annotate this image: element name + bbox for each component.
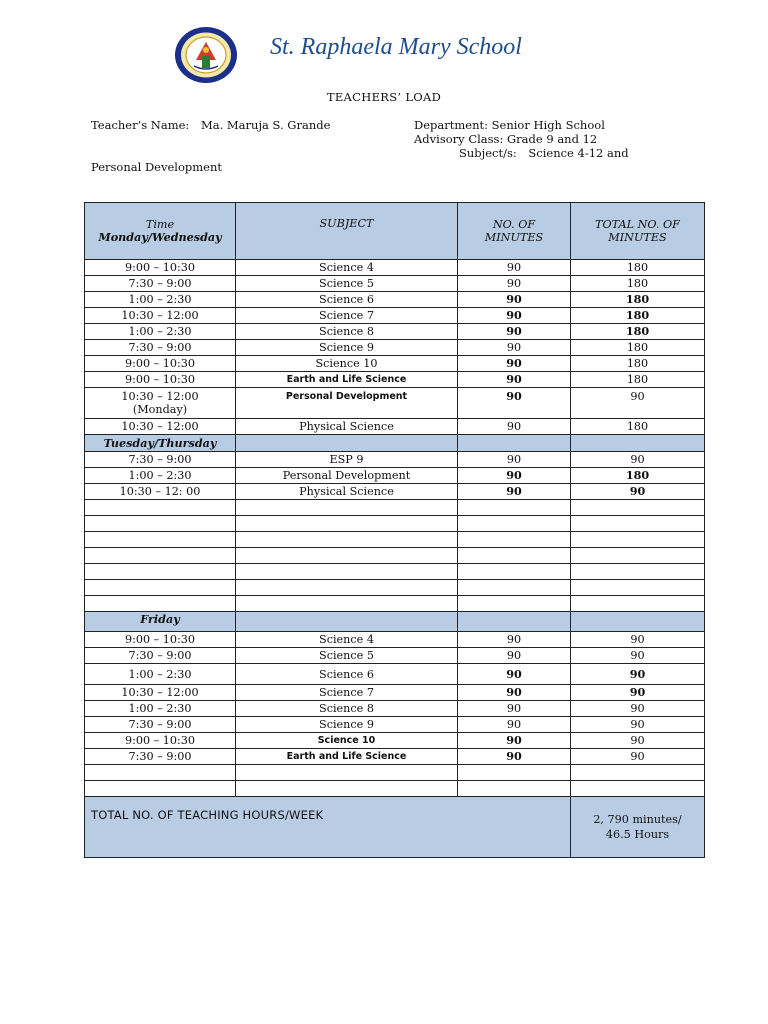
time-cell: 10:30 – 12:00 xyxy=(85,419,236,435)
time-cell xyxy=(85,388,236,419)
total-row xyxy=(85,797,705,858)
table-row xyxy=(85,419,705,435)
time-cell: 9:00 – 10:30 xyxy=(85,632,236,648)
time-cell: 1:00 – 2:30 xyxy=(85,324,236,340)
time-cell: 1:00 – 2:30 xyxy=(85,292,236,308)
subject-cell: Science 4 xyxy=(236,632,458,648)
total-cell: 180 xyxy=(571,419,705,435)
total-cell: 90 xyxy=(571,749,705,765)
total-cell: 180 xyxy=(571,260,705,276)
blank-row xyxy=(85,596,705,612)
minutes-cell: 90 xyxy=(458,388,571,419)
total-cell: 180 xyxy=(571,324,705,340)
time-cell: 7:30 – 9:00 xyxy=(85,340,236,356)
total-label: TOTAL NO. OF TEACHING HOURS/WEEK xyxy=(85,797,571,858)
time-cell: 7:30 – 9:00 xyxy=(85,717,236,733)
time-cell: 1:00 – 2:30 xyxy=(85,664,236,685)
col-minutes-label-2: MINUTES xyxy=(484,231,544,244)
blank-row xyxy=(85,580,705,596)
total-cell: 180 xyxy=(571,468,705,484)
table-row xyxy=(85,685,705,701)
col-subject-header xyxy=(236,203,458,260)
school-seal-logo xyxy=(174,26,238,84)
minutes-cell: 90 xyxy=(458,372,571,388)
table-row xyxy=(85,308,705,324)
minutes-cell: 90 xyxy=(458,452,571,468)
subject-cell: Science 9 xyxy=(236,340,458,356)
minutes-cell: 90 xyxy=(458,648,571,664)
section-row-tuesday-thursday xyxy=(85,435,705,452)
time-cell: 1:00 – 2:30 xyxy=(85,701,236,717)
col-subject-label: SUBJECT xyxy=(319,217,374,230)
total-cell: 180 xyxy=(571,292,705,308)
subject-cell: Physical Science xyxy=(236,484,458,500)
department-value: Senior High School xyxy=(491,118,605,132)
total-value xyxy=(571,797,705,858)
minutes-cell: 90 xyxy=(458,733,571,749)
subject-cell: ESP 9 xyxy=(236,452,458,468)
subject-cell: Science 5 xyxy=(236,648,458,664)
subject-cell: Science 8 xyxy=(236,324,458,340)
advisory-line xyxy=(414,132,597,146)
section-label: Tuesday/Thursday xyxy=(85,435,236,452)
time-cell: 9:00 – 10:30 xyxy=(85,733,236,749)
time-value: 10:30 – 12:00 xyxy=(121,390,199,403)
minutes-cell: 90 xyxy=(458,356,571,372)
time-note: (Monday) xyxy=(132,403,188,416)
subject-cell: Science 5 xyxy=(236,276,458,292)
table-row xyxy=(85,632,705,648)
total-cell: 90 xyxy=(571,664,705,685)
document-title: TEACHERS’ LOAD xyxy=(326,90,442,104)
table-row xyxy=(85,388,705,419)
subject-cell: Science 10 xyxy=(236,356,458,372)
total-cell: 90 xyxy=(571,648,705,664)
time-cell: 9:00 – 10:30 xyxy=(85,260,236,276)
col-time-sub-label: Monday/Wednesday xyxy=(98,230,222,244)
table-header-row xyxy=(85,203,705,260)
table-row xyxy=(85,356,705,372)
minutes-cell: 90 xyxy=(458,717,571,733)
table-row xyxy=(85,733,705,749)
minutes-cell: 90 xyxy=(458,276,571,292)
subject-cell: Earth and Life Science xyxy=(236,749,458,765)
total-hours: 46.5 Hours xyxy=(605,828,670,841)
subject-cell: Personal Development xyxy=(236,468,458,484)
minutes-cell: 90 xyxy=(458,484,571,500)
minutes-cell: 90 xyxy=(458,260,571,276)
total-cell: 180 xyxy=(571,276,705,292)
total-cell: 90 xyxy=(571,452,705,468)
subject-cell: Science 6 xyxy=(236,664,458,685)
table-row xyxy=(85,468,705,484)
table-row xyxy=(85,664,705,685)
minutes-cell: 90 xyxy=(458,419,571,435)
total-cell: 90 xyxy=(571,733,705,749)
total-cell: 180 xyxy=(571,372,705,388)
blank-row xyxy=(85,500,705,516)
time-cell: 9:00 – 10:30 xyxy=(85,372,236,388)
department-label: Department: xyxy=(414,118,488,132)
advisory-value: Grade 9 and 12 xyxy=(506,132,598,146)
blank-row xyxy=(85,781,705,797)
teacher-name-value: Ma. Maruja S. Grande xyxy=(200,118,331,132)
minutes-cell: 90 xyxy=(458,685,571,701)
col-minutes-header xyxy=(458,203,571,260)
time-cell: 10:30 – 12:00 xyxy=(85,685,236,701)
subject-cell: Science 4 xyxy=(236,260,458,276)
table-row xyxy=(85,260,705,276)
time-cell: 7:30 – 9:00 xyxy=(85,276,236,292)
teacher-name-label: Teacher’s Name: xyxy=(91,118,190,132)
total-cell: 90 xyxy=(571,484,705,500)
blank-row xyxy=(85,564,705,580)
table-row xyxy=(85,276,705,292)
department-line xyxy=(414,118,605,132)
subjects-line xyxy=(459,146,629,160)
time-cell: 7:30 – 9:00 xyxy=(85,452,236,468)
col-total-header xyxy=(571,203,705,260)
subjects-label: Subject/s: xyxy=(459,146,517,160)
total-cell: 90 xyxy=(571,632,705,648)
table-row xyxy=(85,452,705,468)
table-row xyxy=(85,340,705,356)
table-row xyxy=(85,717,705,733)
subject-cell: Physical Science xyxy=(236,419,458,435)
total-cell: 90 xyxy=(571,701,705,717)
table-row xyxy=(85,749,705,765)
time-cell: 7:30 – 9:00 xyxy=(85,648,236,664)
minutes-cell: 90 xyxy=(458,632,571,648)
total-cell: 180 xyxy=(571,308,705,324)
teachers-load-table xyxy=(84,202,705,858)
subject-cell: Science 6 xyxy=(236,292,458,308)
blank-row xyxy=(85,548,705,564)
col-time-label: Time xyxy=(145,218,175,231)
table-row xyxy=(85,701,705,717)
col-minutes-label-1: NO. OF xyxy=(492,218,536,231)
subject-cell: Science 8 xyxy=(236,701,458,717)
total-minutes: 2, 790 minutes/ xyxy=(593,813,682,826)
blank-row xyxy=(85,765,705,781)
time-cell: 9:00 – 10:30 xyxy=(85,356,236,372)
table-row xyxy=(85,292,705,308)
table-row xyxy=(85,484,705,500)
school-name: St. Raphaela Mary School xyxy=(270,34,522,60)
teacher-name-line xyxy=(91,118,330,132)
total-cell: 90 xyxy=(571,685,705,701)
minutes-cell: 90 xyxy=(458,324,571,340)
minutes-cell: 90 xyxy=(458,664,571,685)
blank-row xyxy=(85,516,705,532)
subject-cell: Science 10 xyxy=(236,733,458,749)
col-total-label-1: TOTAL NO. OF xyxy=(595,218,680,231)
time-cell: 10:30 – 12:00 xyxy=(85,308,236,324)
time-cell: 1:00 – 2:30 xyxy=(85,468,236,484)
minutes-cell: 90 xyxy=(458,701,571,717)
table-row xyxy=(85,648,705,664)
subject-cell: Earth and Life Science xyxy=(236,372,458,388)
time-cell: 7:30 – 9:00 xyxy=(85,749,236,765)
advisory-label: Advisory Class: xyxy=(414,132,504,146)
total-cell: 180 xyxy=(571,356,705,372)
total-cell: 90 xyxy=(571,717,705,733)
section-row-friday xyxy=(85,612,705,632)
minutes-cell: 90 xyxy=(458,749,571,765)
minutes-cell: 90 xyxy=(458,468,571,484)
subjects-continued: Personal Development xyxy=(91,160,222,174)
subject-cell: Personal Development xyxy=(236,388,458,419)
col-total-label-2: MINUTES xyxy=(608,231,667,244)
time-cell: 10:30 – 12: 00 xyxy=(85,484,236,500)
table-row xyxy=(85,372,705,388)
total-cell: 90 xyxy=(571,388,705,419)
minutes-cell: 90 xyxy=(458,292,571,308)
section-label: Friday xyxy=(85,612,236,632)
minutes-cell: 90 xyxy=(458,308,571,324)
blank-row xyxy=(85,532,705,548)
total-cell: 180 xyxy=(571,340,705,356)
col-time-header xyxy=(85,203,236,260)
subject-cell: Science 9 xyxy=(236,717,458,733)
subjects-value: Science 4-12 and xyxy=(528,146,629,160)
table-row xyxy=(85,324,705,340)
subject-cell: Science 7 xyxy=(236,308,458,324)
subject-cell: Science 7 xyxy=(236,685,458,701)
minutes-cell: 90 xyxy=(458,340,571,356)
